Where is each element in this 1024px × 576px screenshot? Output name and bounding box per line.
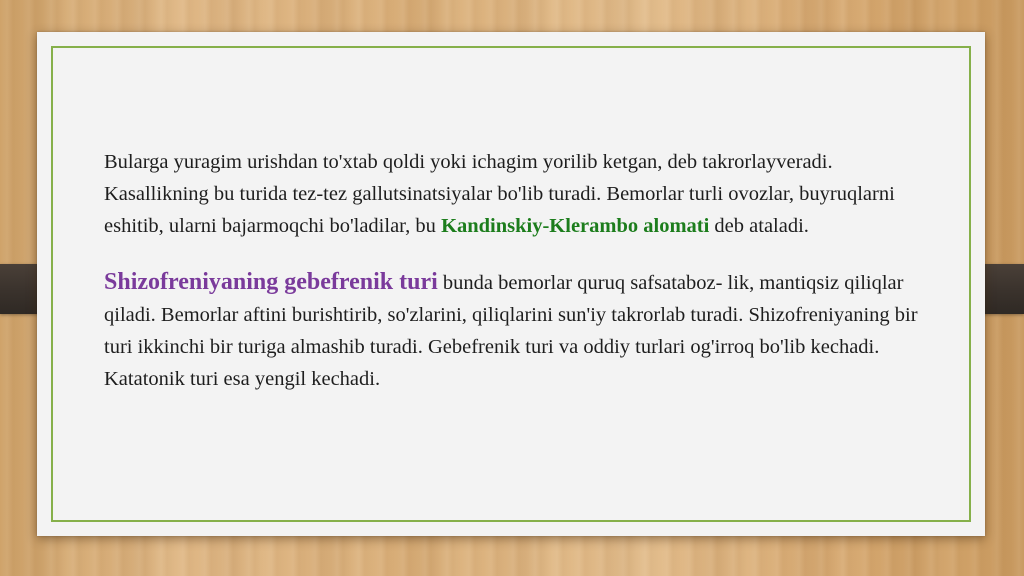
paragraph-1-highlight: Kandinskiy-Klerambo alomati: [441, 215, 710, 237]
paragraph-1-text-before: Bularga yuragim urishdan to'xtab qoldi yoki ichagim yorilib ketgan, deb takrorlayveradi. Kasallikning bu turida tez-tez gallutsinatsiyalar bo'lib turadi. Bemorlar turli ovozlar, buyruqlarni eshitib, ularni bajarmoqchi bo'ladilar, bu: [104, 151, 895, 237]
slide-card: [37, 32, 985, 536]
paragraph-2: [104, 266, 924, 395]
paragraph-2-highlight: Shizofreniyaning gebefrenik turi: [104, 269, 438, 295]
paragraph-1: [104, 146, 924, 242]
paragraph-2-text-after: bunda bemorlar quruq safsataboz- lik, mantiqsiz qiliqlar qiladi. Bemorlar aftini burishtirib, so'zlarini, qiliqlarini sun'iy takrorlab turadi. Shizofreniyaning bir turi ikkinchi bir turiga almashib turadi. Gebefrenik turi va oddiy turlari og'irroq bo'lib kechadi. Katatonik turi esa yengil kechadi.: [104, 272, 918, 390]
slide-text-body: [104, 146, 924, 395]
paragraph-1-text-after: deb ataladi.: [709, 215, 809, 237]
